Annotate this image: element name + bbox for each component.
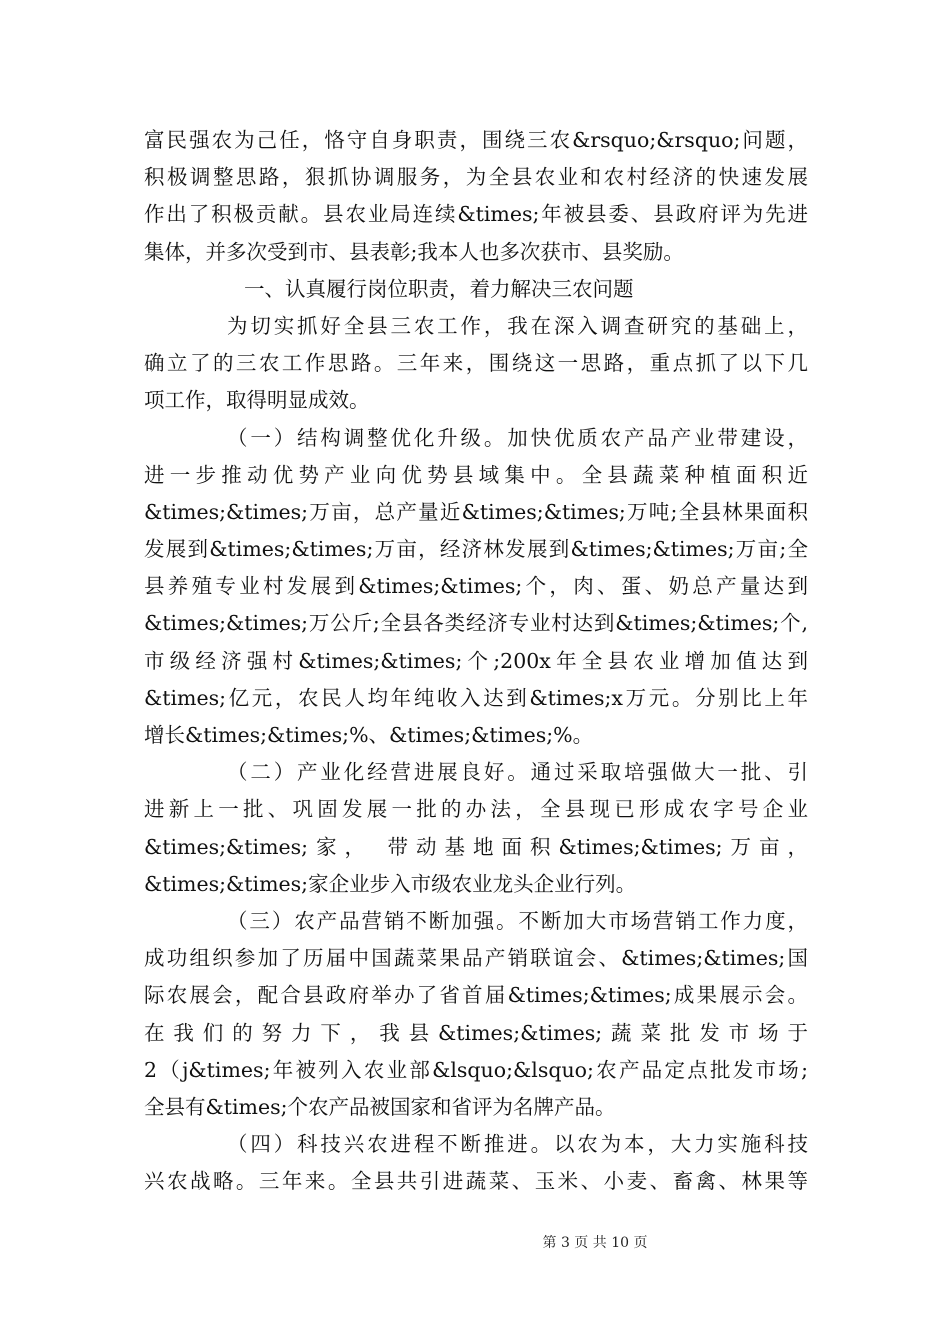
text-line: （一）结构调整优化升级。加快优质农产品产业带建设， (227, 425, 808, 450)
page-number: 第 3 页 共 10 页 (542, 1235, 648, 1251)
text-line: 积极调整思路，狠抓协调服务，为全县农业和农村经济的快速发展 (144, 165, 808, 190)
section-heading: 一、认真履行岗位职责，着力解决三农问题 (244, 276, 634, 301)
text-line: 全县有&times;个农产品被国家和省评为名牌产品。 (144, 1094, 616, 1119)
text-line: 确立了的三农工作思路。三年来，围绕这一思路，重点抓了以下几 (144, 351, 808, 376)
text-line: &times;&times;万公斤;全县各类经济专业村达到&times;&times;个, (144, 611, 808, 636)
text-line: （二）产业化经营进展良好。通过采取培强做大一批、引 (227, 760, 808, 785)
text-line: 作出了积极贡献。县农业局连续&times;年被县委、县政府评为先进 (144, 202, 808, 227)
text-line: 兴农战略。三年来。全县共引进蔬菜、玉米、小麦、畜禽、林果等 (144, 1169, 808, 1194)
text-line: 集体，并多次受到市、县表彰;我本人也多次获市、县奖励。 (144, 239, 684, 264)
page-footer (0, 1232, 950, 1252)
text-line: 进新上一批、巩固发展一批的办法，全县现已形成农字号企业 (144, 797, 808, 822)
text-line: 发展到&times;&times;万亩，经济林发展到&times;&times;万亩;全 (144, 537, 808, 562)
text-line: 在我们的努力下，我县&times;&times;蔬菜批发市场于 (144, 1020, 808, 1045)
text-line: 2（j&times;年被列入农业部&lsquo;&lsquo;农产品定点批发市场; (144, 1057, 808, 1082)
text-line: 为切实抓好全县三农工作，我在深入调查研究的基础上， (227, 313, 808, 338)
text-line: 市级经济强村&times;&times;个;200x年全县农业增加值达到 (144, 648, 808, 673)
text-line: 项工作，取得明显成效。 (144, 388, 370, 413)
text-line: （三）农产品营销不断加强。不断加大市场营销工作力度， (227, 908, 808, 933)
text-line: 际农展会，配合县政府举办了省首届&times;&times;成果展示会。 (144, 983, 808, 1008)
text-line: &times;&times;万亩，总产量近&times;&times;万吨;全县林果面积 (144, 499, 808, 524)
text-line: 成功组织参加了历届中国蔬菜果品产销联谊会、&times;&times;国 (144, 946, 808, 971)
text-line: &times;&times;家企业步入市级农业龙头企业行列。 (144, 871, 637, 896)
text-line: &times;&times;家， 带动基地面积&times;&times;万亩， (144, 834, 808, 859)
body-text (144, 122, 808, 1200)
text-line: 富民强农为己任，恪守自身职责，围绕三农&rsquo;&rsquo;问题， (144, 128, 808, 152)
text-line: 进一步推动优势产业向优势县域集中。全县蔬菜种植面积近 (144, 462, 808, 487)
text-line: 增长&times;&times;%、&times;&times;%。 (144, 723, 594, 747)
text-line: （四）科技兴农进程不断推进。以农为本，大力实施科技 (227, 1132, 808, 1157)
text-line: &times;亿元，农民人均年纯收入达到&times;x万元。分别比上年 (144, 685, 808, 710)
text-line: 县养殖专业村发展到&times;&times;个，肉、蛋、奶总产量达到 (144, 574, 808, 599)
